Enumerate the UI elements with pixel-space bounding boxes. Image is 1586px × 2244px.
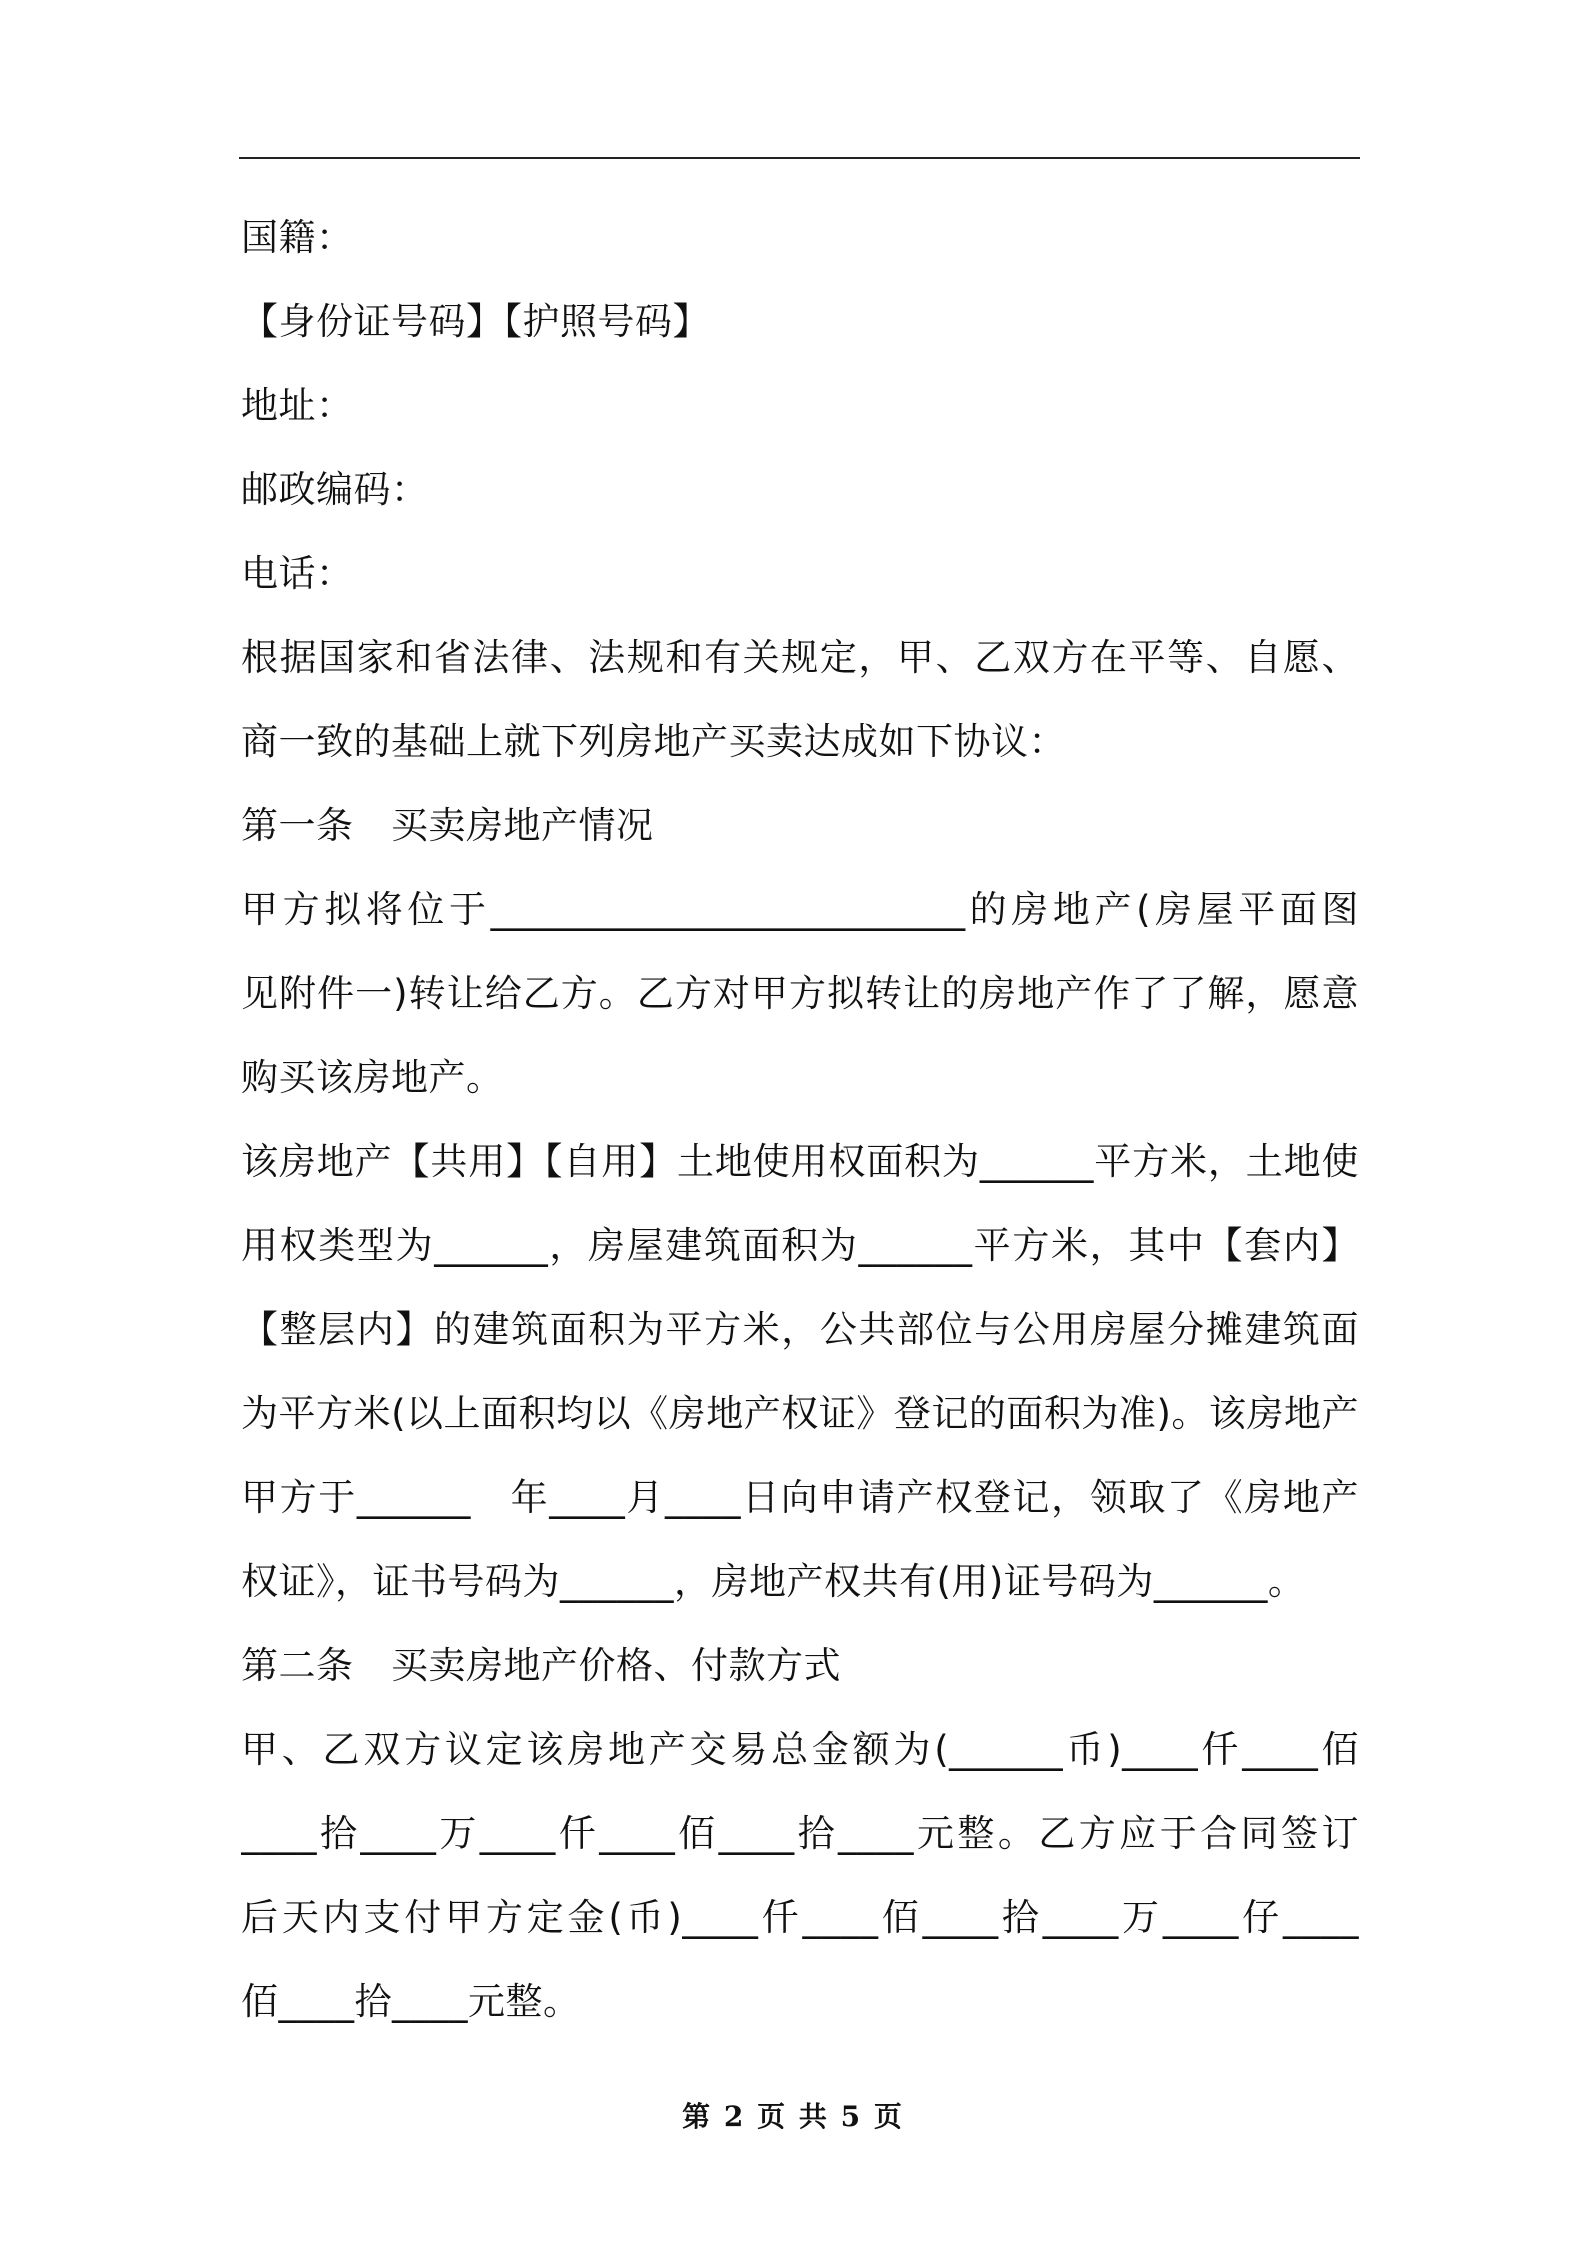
- area-line-1: 该房地产【共用】【自用】土地使用权面积为______平方米，土地使: [241, 1140, 1359, 1183]
- nationality-line: 国籍：: [241, 216, 354, 259]
- header-divider: [239, 157, 1360, 159]
- page-number-footer: 第 2 页 共 5 页: [682, 2100, 904, 2133]
- price-line-3: 后天内支付甲方定金(币)____仟____佰____拾____万____仔____: [241, 1896, 1359, 1939]
- postal-code-line: 邮政编码：: [241, 468, 429, 511]
- phone-line: 电话：: [241, 552, 354, 595]
- article-1-line-3: 购买该房地产。: [241, 1056, 504, 1099]
- area-line-3: 【整层内】的建筑面积为平方米，公共部位与公用房屋分摊建筑面: [241, 1308, 1359, 1351]
- price-line-2: ____拾____万____仟____佰____拾____元整。乙方应于合同签订: [241, 1812, 1359, 1855]
- article-1-heading: 第一条 买卖房地产情况: [241, 804, 654, 847]
- article-2-heading: 第二条 买卖房地产价格、付款方式: [241, 1644, 841, 1687]
- address-line: 地址：: [241, 384, 354, 427]
- price-line-1: 甲、乙双方议定该房地产交易总金额为(______币)____仟____佰: [241, 1728, 1359, 1771]
- preamble-line-2: 商一致的基础上就下列房地产买卖达成如下协议：: [241, 720, 1066, 763]
- article-1-line-2: 见附件一)转让给乙方。乙方对甲方拟转让的房地产作了了解，愿意: [241, 972, 1359, 1015]
- preamble-line-1: 根据国家和省法律、法规和有关规定，甲、乙双方在平等、自愿、: [241, 636, 1359, 679]
- document-body: [241, 196, 1359, 2044]
- id-passport-line: 【身份证号码】【护照号码】: [241, 300, 710, 343]
- registration-line-2: 权证》，证书号码为______，房地产权共有(用)证号码为______。: [241, 1560, 1306, 1603]
- registration-line-1: 甲方于______ 年____月____日向申请产权登记，领取了《房地产: [241, 1476, 1359, 1519]
- article-1-line-1: 甲方拟将位于_________________________的房地产(房屋平面图: [241, 888, 1359, 931]
- area-line-2: 用权类型为______，房屋建筑面积为______平方米，其中【套内】: [241, 1224, 1359, 1267]
- price-line-4: 佰____拾____元整。: [241, 1980, 581, 2023]
- area-line-4: 为平方米(以上面积均以《房地产权证》登记的面积为准)。该房地产: [241, 1392, 1359, 1435]
